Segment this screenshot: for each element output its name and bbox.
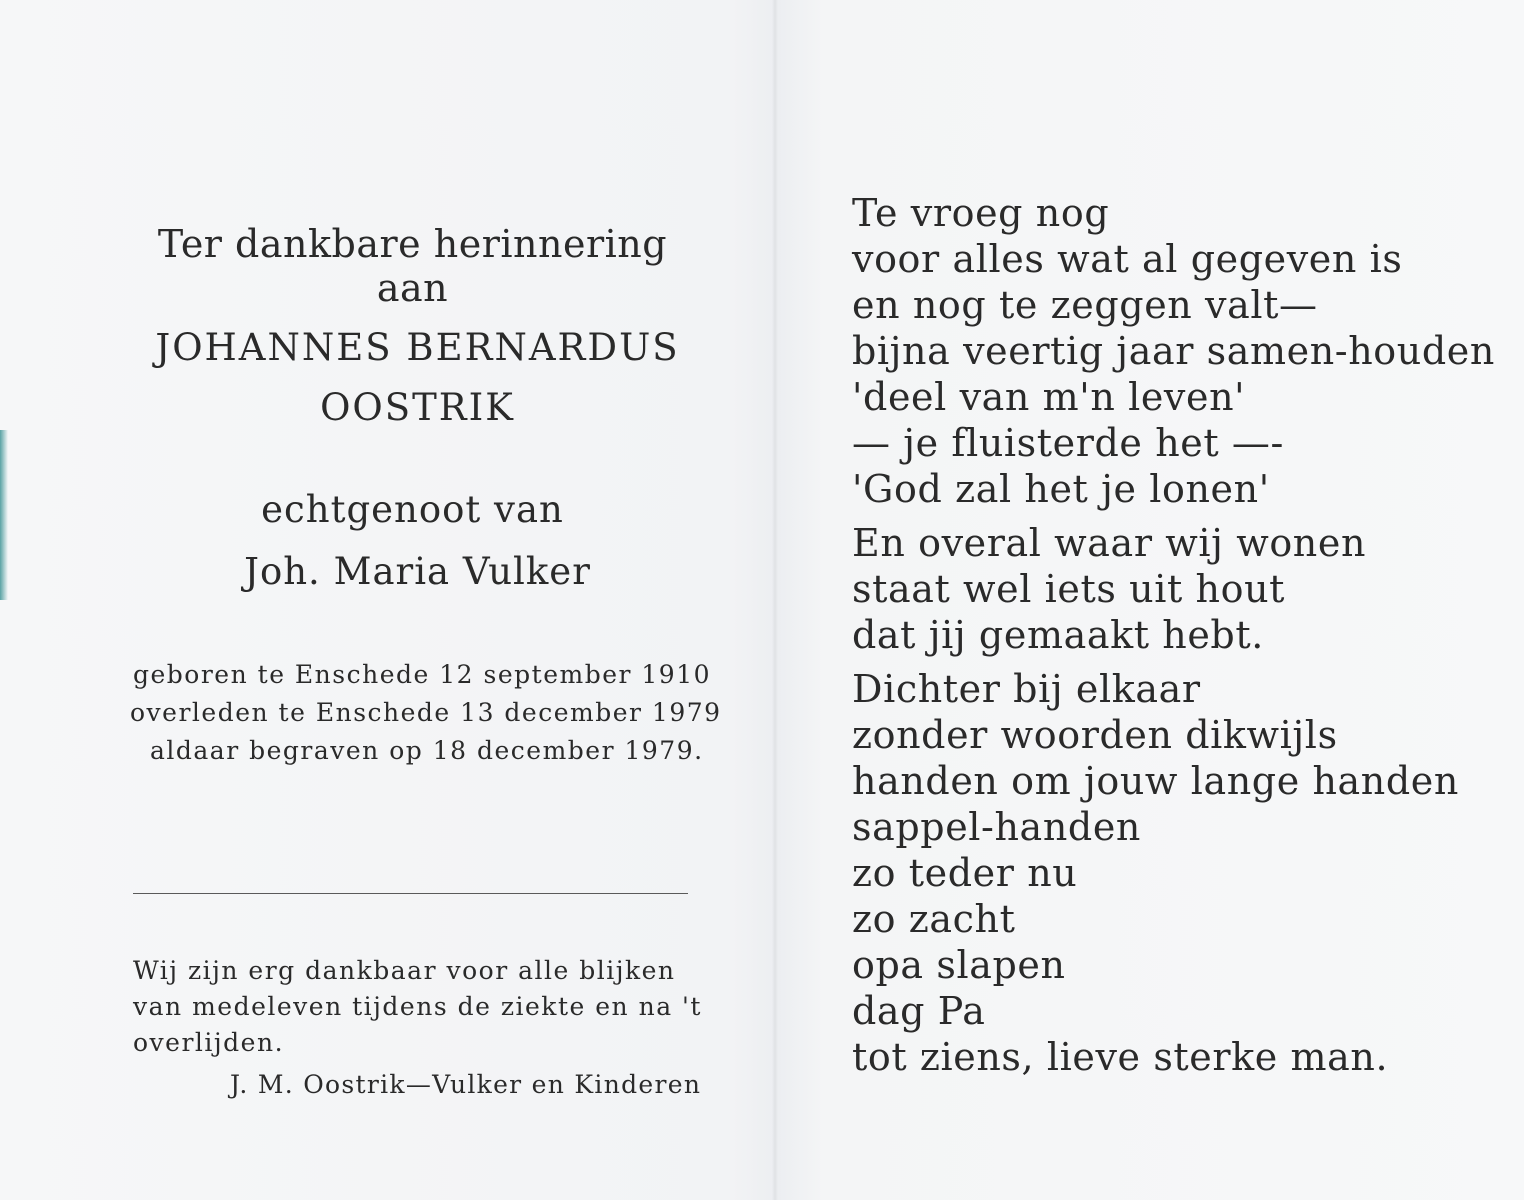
dedication-heading: Ter dankbare herinnering aan — [157, 222, 668, 310]
poem-stanza-1 — [852, 190, 1495, 512]
poem-line: 'deel van m'n leven' — [852, 375, 1246, 419]
left-panel — [130, 0, 722, 1200]
poem-line: bijna veertig jaar samen-houden — [852, 329, 1495, 373]
poem-stanza-2 — [852, 520, 1492, 658]
card-edge-shadow — [0, 430, 8, 600]
poem-stanza-3 — [852, 666, 1492, 1080]
poem-line: tot ziens, lieve sterke man. — [852, 1035, 1389, 1079]
birth-line: geboren te Enschede 12 september 1910 — [133, 660, 712, 689]
thanks-line: overlijden. — [133, 1028, 285, 1057]
thanks-message — [133, 953, 702, 1061]
poem-line: zo teder nu — [852, 851, 1078, 895]
poem-line: — je fluisterde het —- — [852, 421, 1284, 465]
poem-line: opa slapen — [852, 943, 1066, 987]
poem-line: zo zacht — [852, 897, 1016, 941]
poem-line: staat wel iets uit hout — [852, 567, 1286, 611]
spouse-label: echtgenoot van — [261, 488, 564, 531]
poem-line: sappel-handen — [852, 805, 1141, 849]
poem-line: dat jij gemaakt hebt. — [852, 613, 1264, 657]
family-signature: J. M. Oostrik—Vulker en Kinderen — [230, 1070, 702, 1099]
life-dates — [130, 656, 722, 770]
divider-line — [133, 893, 688, 894]
poem-line: 'God zal het je lonen' — [852, 467, 1270, 511]
poem-line: voor alles wat al gegeven is — [852, 237, 1403, 281]
poem-line: zonder woorden dikwijls — [852, 713, 1338, 757]
poem-line: Dichter bij elkaar — [852, 667, 1201, 711]
spouse-name: Joh. Maria Vulker — [244, 550, 591, 593]
thanks-line: Wij zijn erg dankbaar voor alle blijken — [133, 956, 676, 985]
deceased-name-first: JOHANNES BERNARDUS — [155, 326, 680, 369]
poem-line: handen om jouw lange handen — [852, 759, 1459, 803]
burial-line: aldaar begraven op 18 december 1979. — [150, 736, 704, 765]
poem-line: Te vroeg nog — [852, 191, 1110, 235]
poem-line: dag Pa — [852, 989, 986, 1033]
card-fold — [772, 0, 778, 1200]
death-line: overleden te Enschede 13 december 1979 — [130, 698, 722, 727]
thanks-line: van medeleven tijdens de ziekte en na 't — [133, 992, 702, 1021]
poem-line: En overal waar wij wonen — [852, 521, 1367, 565]
poem-line: en nog te zeggen valt— — [852, 283, 1318, 327]
poem — [852, 190, 1495, 1088]
deceased-name-last: OOSTRIK — [320, 386, 515, 429]
